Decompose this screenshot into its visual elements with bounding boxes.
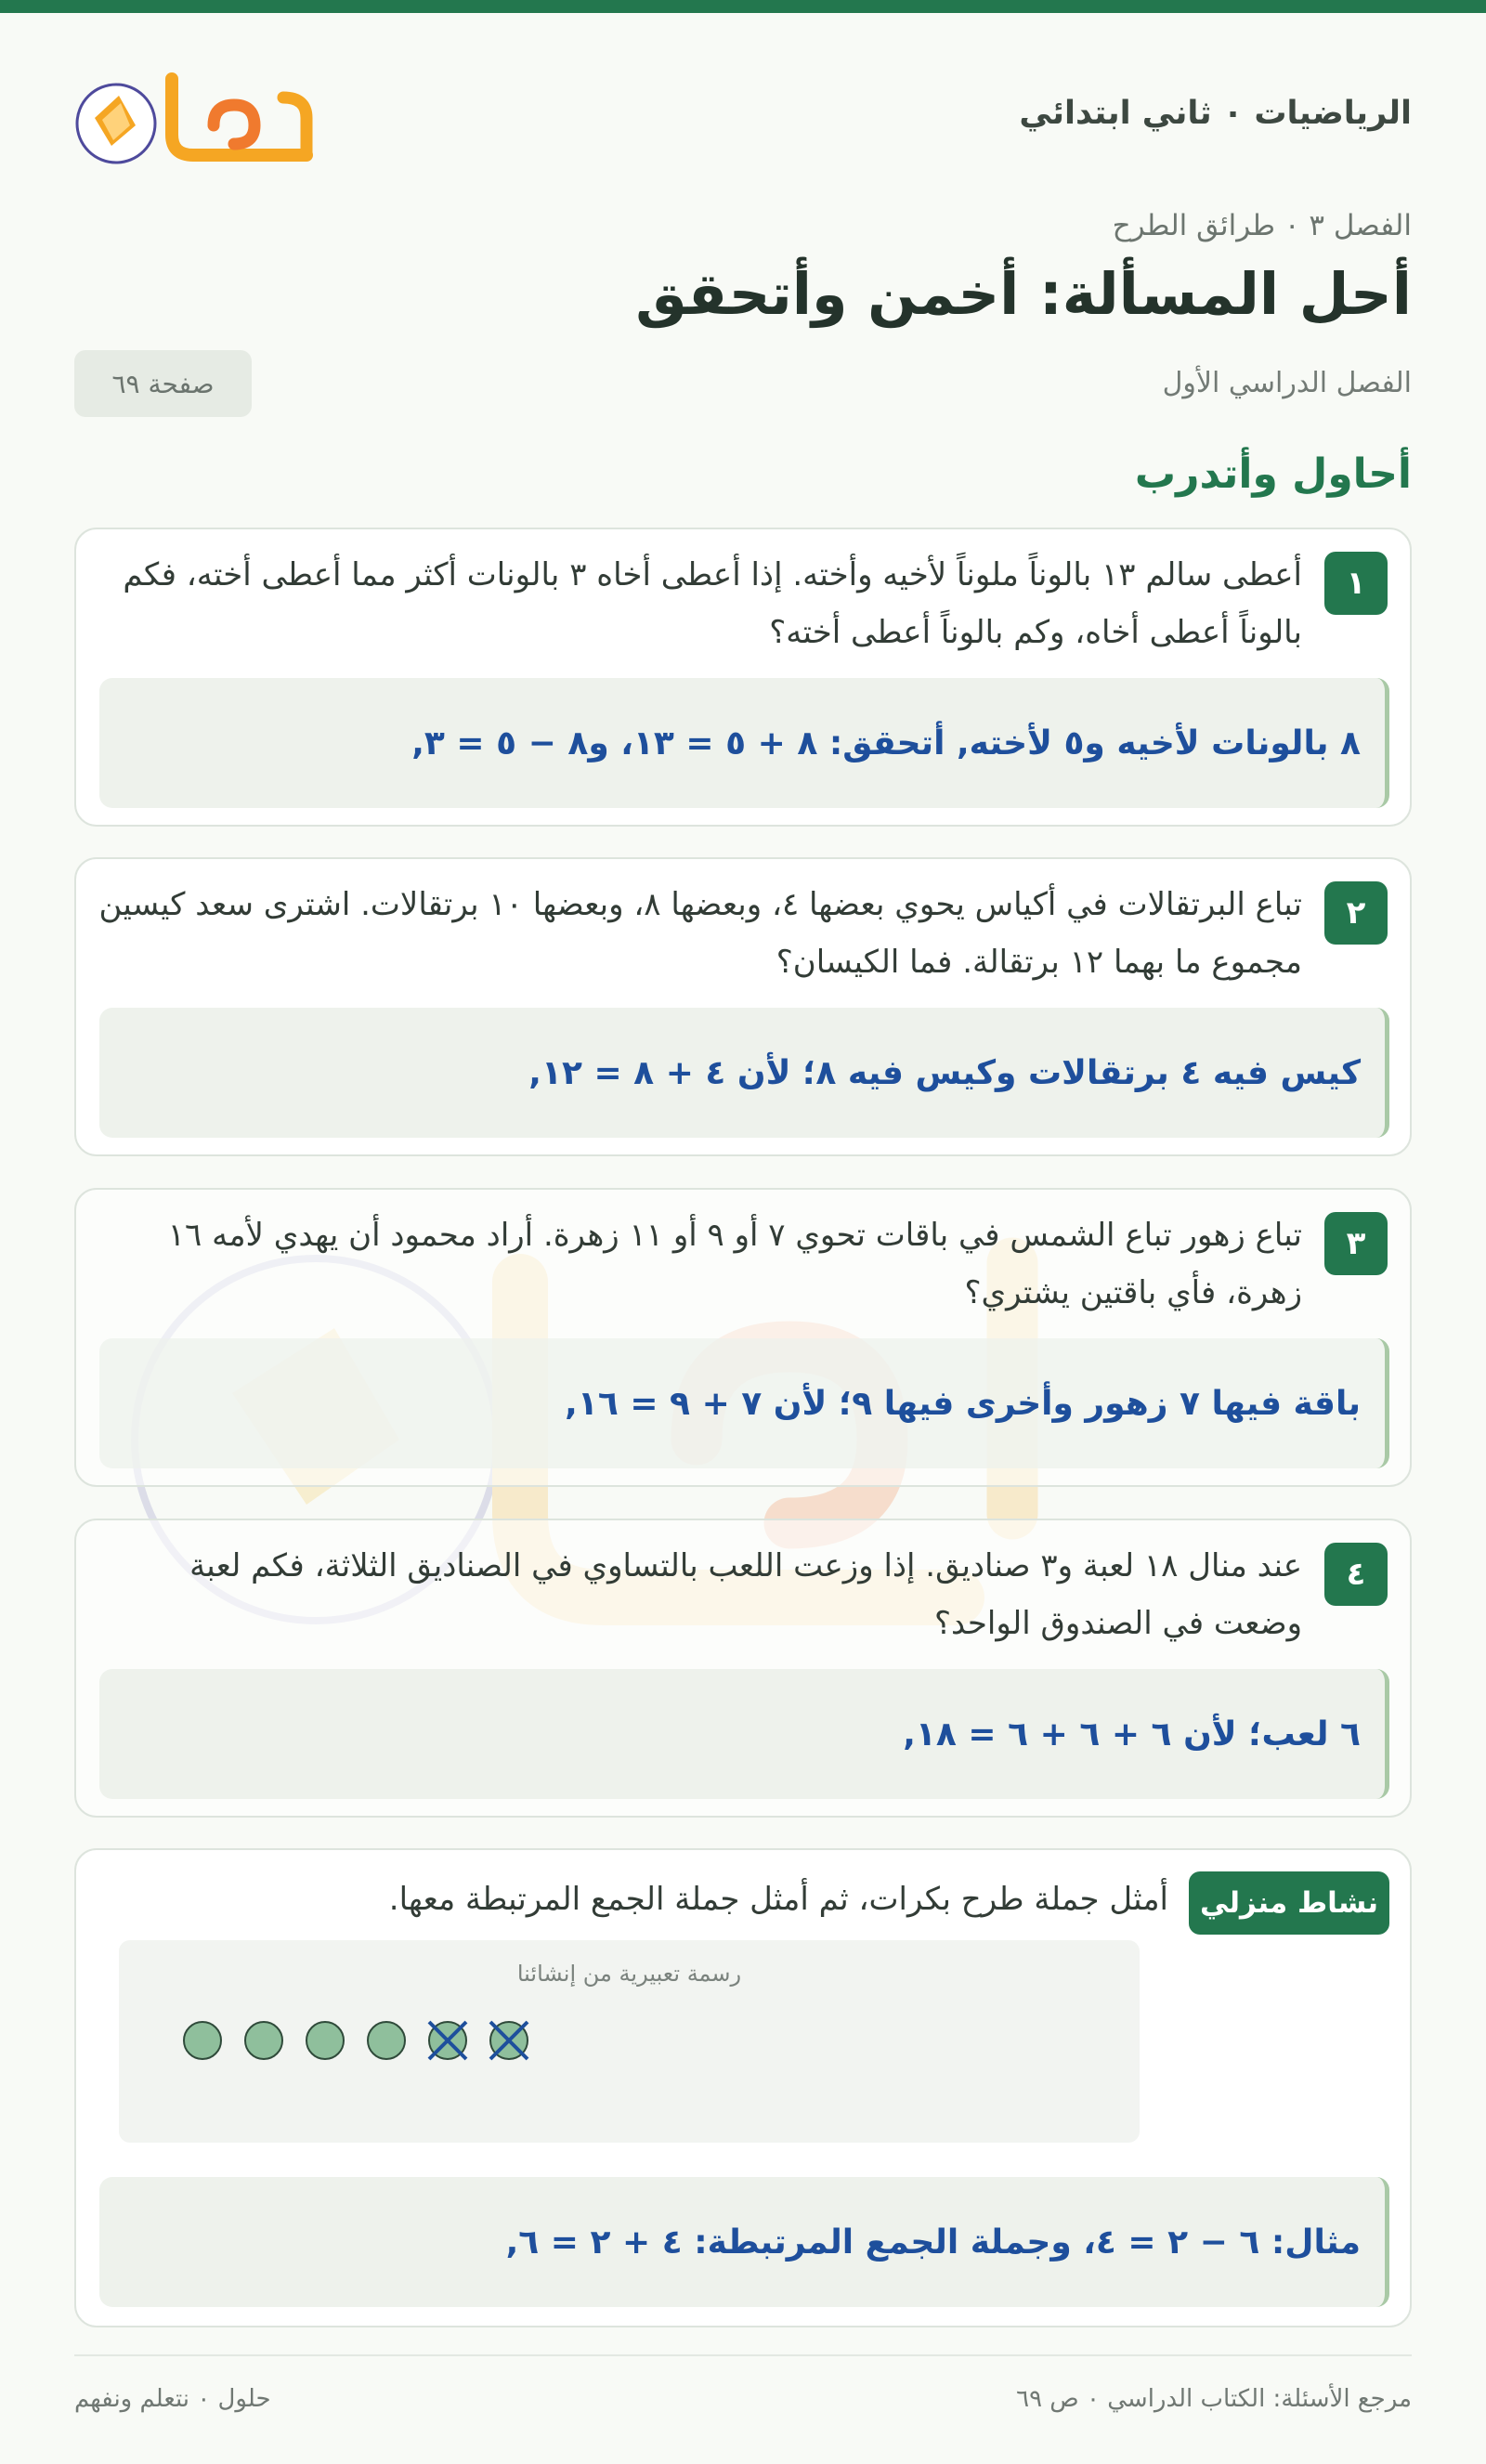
logo-text: حلول: [322, 172, 325, 173]
answer-box: [99, 1338, 1389, 1468]
page-title: أحل المسألة: أخمن وأتحقق: [635, 260, 1412, 328]
hulul-logo: [74, 60, 334, 176]
subject-label: الرياضيات ٠ ثاني ابتدائي: [1019, 95, 1412, 132]
balls-illustration: [119, 1940, 1140, 2143]
semester-label: الفصل الدراسي الأول: [1162, 367, 1412, 399]
answer-text: كيس فيه ٤ برتقالات وكيس فيه ٨؛ لأن ٤ + ٨ = ١٢,: [528, 1053, 1361, 1092]
question-number: ٣: [1324, 1212, 1388, 1275]
question-text: عند منال ١٨ لعبة و٣ صناديق. إذا وزعت اللعب بالتساوي في الصناديق الثلاثة، فكم لعبة وضعت في الصندوق الواحد؟: [189, 1547, 1302, 1642]
page-header: [74, 56, 1412, 176]
answer-text: مثال: ٦ − ٢ = ٤، وجملة الجمع المرتبطة: ٤ + ٢ = ٦,: [505, 2223, 1361, 2262]
question-text: تباع زهور تباع الشمس في باقات تحوي ٧ أو ٩ أو ١١ زهرة. أراد محمود أن يهدي لأمه ١٦ زهرة، فأي باقتين يشتري؟: [167, 1217, 1302, 1311]
drawing-caption: رسمة تعبيرية من إنشائنا: [516, 1961, 742, 1987]
footer-divider: [74, 2354, 1412, 2356]
question-card: [74, 528, 1412, 827]
ball: [368, 2022, 405, 2059]
footer-reference: مرجع الأسئلة: الكتاب الدراسي ٠ ص ٦٩: [1016, 2385, 1412, 2413]
question-card: [74, 857, 1412, 1156]
footer-tagline: حلول ٠ نتعلم ونفهم: [74, 2385, 271, 2413]
home-activity-text: أمثل جملة طرح بكرات، ثم أمثل جملة الجمع المرتبطة معها.: [388, 1881, 1168, 1918]
top-accent-bar: [0, 0, 1486, 13]
answer-box: [99, 678, 1389, 808]
ball: [184, 2022, 221, 2059]
question-card: [74, 1519, 1412, 1818]
answer-box: [99, 2177, 1389, 2307]
question-number: ٤: [1324, 1543, 1388, 1606]
question-card: [74, 1188, 1412, 1487]
home-activity-tag: نشاط منزلي: [1189, 1871, 1389, 1935]
question-text: أعطى سالم ١٣ بالوناً ملوناً لأخيه وأخته. إذا أعطى أخاه ٣ بالونات أكثر مما أعطى أخته، فكم بالوناً أعطى أخاه، وكم بالوناً أعطى أخته؟: [123, 556, 1302, 651]
answer-box: [99, 1008, 1389, 1138]
question-number: ١: [1324, 552, 1388, 615]
question-text: تباع البرتقالات في أكياس يحوي بعضها ٤، وبعضها ٨، وبعضها ١٠ برتقالات. اشترى سعد كيسين مجموع ما بهما ١٢ برتقالة. فما الكيسان؟: [98, 886, 1302, 981]
section-title: أحاول وأتدرب: [1134, 450, 1412, 498]
answer-text: ٨ بالونات لأخيه و٥ لأخته, أتحقق: ٨ + ٥ = ١٣، و٨ − ٥ = ٣,: [411, 724, 1361, 763]
home-activity-card: [74, 1848, 1412, 2327]
ball: [306, 2022, 344, 2059]
answer-text: ٦ لعب؛ لأن ٦ + ٦ + ٦ = ١٨,: [903, 1714, 1361, 1753]
balls-drawing: [119, 1940, 1140, 2143]
chapter-label: الفصل ٣ ٠ طرائق الطرح: [1112, 209, 1412, 242]
question-number: ٢: [1324, 881, 1388, 945]
answer-text: باقة فيها ٧ زهور وأخرى فيها ٩؛ لأن ٧ + ٩ = ١٦,: [565, 1384, 1361, 1423]
page-number-badge: صفحة ٦٩: [74, 350, 252, 417]
answer-box: [99, 1669, 1389, 1799]
ball: [245, 2022, 282, 2059]
